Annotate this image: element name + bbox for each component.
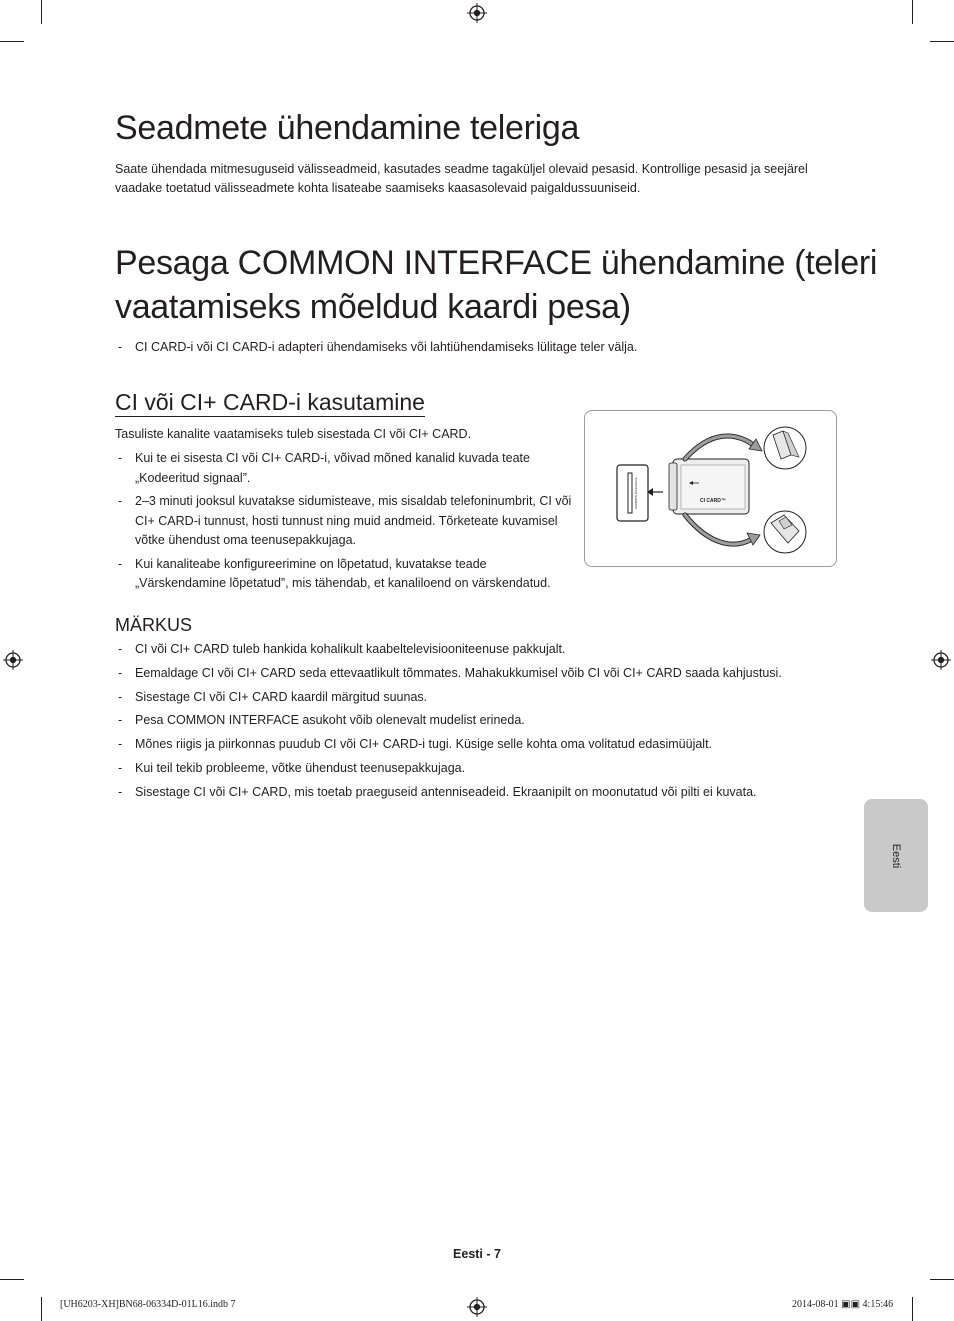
card-label: CI CARD™ (700, 498, 726, 504)
slot-label: COMMON INTERFACE (634, 477, 638, 509)
list-item: - Sisestage CI või CI+ CARD kaardil märgitud suunas. (115, 688, 835, 708)
crop-mark (930, 41, 954, 42)
crop-mark (912, 1297, 913, 1321)
list-item: - Sisestage CI või CI+ CARD, mis toetab praeguseid antenniseadeid. Ekraanipilt on moonutatud või pilti ei kuvata. (115, 783, 835, 803)
crop-mark (0, 1279, 24, 1280)
notes-list (115, 640, 835, 802)
crop-mark (930, 1279, 954, 1280)
list-item: - Pesa COMMON INTERFACE asukoht võib olenevalt mudelist erineda. (115, 711, 835, 731)
intro-paragraph: Saate ühendada mitmesuguseid välisseadmeid, kasutades seadme tagaküljel olevaid pesasid. Kontrollige pesasid ja seejärel vaadake toetatud välisseadmete kohta lisateabe saamiseks kaasasolevaid paigaldussuuniseid. (115, 162, 808, 195)
list-item: - CI või CI+ CARD tuleb hankida kohalikult kaabeltelevisiooniteenuse pakkujalt. (115, 640, 835, 660)
page-number: Eesti - 7 (453, 1247, 501, 1261)
list-item: - Kui kanaliteabe konfigureerimine on lõpetatud, kuvatakse teade „Värskendamine lõpetatud”, mis tähendab, et kanaliloend on värskendatud. (115, 555, 575, 594)
crop-mark (41, 1297, 42, 1321)
ci-card-list (115, 449, 575, 594)
crop-mark (912, 0, 913, 24)
registration-mark-icon (3, 650, 23, 670)
list-item: - 2–3 minuti jooksul kuvatakse sidumisteave, mis sisaldab telefoninumbrit, CI või CI+ CARD-i tunnust, hosti tunnust ning muid andmeid. Tõrketeate kuvamisel võtke ühendust oma teenusepakkujaga. (115, 492, 575, 551)
section-title-line-1: Pesaga COMMON INTERFACE ühendamine (teleri (115, 244, 878, 282)
registration-mark-icon (467, 3, 487, 23)
footer-timestamp: 2014-08-01 ▣▣ 4:15:46 (792, 1299, 894, 1310)
list-item: - Eemaldage CI või CI+ CARD seda ettevaatlikult tõmmates. Mahakukkumisel võib CI või CI+ CARD saada kahjustusi. (115, 664, 835, 684)
subsection-intro: Tasuliste kanalite vaatamiseks tuleb sisestada CI või CI+ CARD. (115, 427, 472, 441)
subsection-title: CI või CI+ CARD-i kasutamine (115, 389, 425, 415)
registration-mark-icon (467, 1297, 487, 1317)
list-item: - Kui teil tekib probleeme, võtke ühendust teenusepakkujaga. (115, 759, 835, 779)
list-item: - Kui te ei sisesta CI või CI+ CARD-i, võivad mõned kanalid kuvada teate „Kodeeritud signaal”. (115, 449, 575, 488)
footer-file-info: [UH6203-XH]BN68-06334D-01L16.indb 7 (60, 1299, 236, 1310)
list-item: - Mõnes riigis ja piirkonnas puudub CI või CI+ CARD-i tugi. Küsige selle kohta oma volitatud edasimüüjalt. (115, 735, 835, 755)
list-item: - CI CARD-i või CI CARD-i adapteri ühendamiseks või lahtiühendamiseks lülitage teler välja. (115, 338, 835, 358)
crop-mark (0, 41, 24, 42)
language-tab-label: Eesti (890, 843, 902, 868)
ci-card-figure (584, 410, 837, 567)
notes-heading: MÄRKUS (115, 615, 193, 635)
page-title: Seadmete ühendamine teleriga (115, 109, 580, 147)
ci-card-insertion-illustration (585, 411, 836, 566)
language-tab (864, 799, 928, 912)
crop-mark (41, 0, 42, 24)
registration-mark-icon (931, 650, 951, 670)
section-title-line-2: vaatamiseks mõeldud kaardi pesa) (115, 288, 631, 326)
ci-note-list (115, 338, 835, 358)
